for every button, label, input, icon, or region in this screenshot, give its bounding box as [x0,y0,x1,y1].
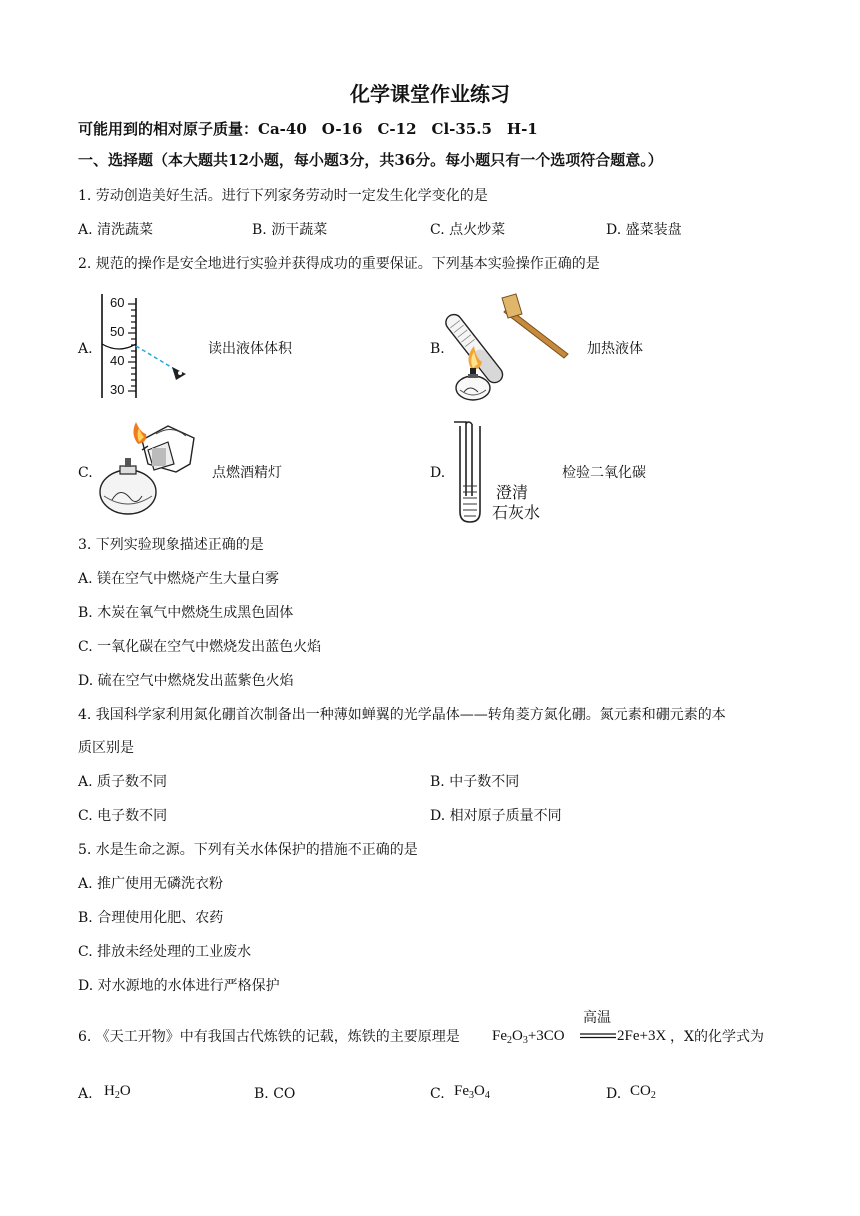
equation-double-bar [580,1033,616,1039]
scale-label-60: 60 [110,295,125,310]
q6-option-a-formula: $H_2O$ [104,1083,131,1101]
q6-option-c-formula: $Fe_3O_4$ [454,1083,490,1101]
q4-option-b: B. 中子数不同 [430,774,520,790]
q6-equation-right: 2Fe+3X [617,1028,667,1044]
q2-caption-d: 检验二氧化碳 [562,465,646,481]
scale-label-40: 40 [110,353,125,368]
q6-stem-post: ，X的化学式为 [670,1029,764,1045]
tube-label-2: 石灰水 [492,503,541,522]
q5-option-b: B. 合理使用化肥、农药 [78,910,224,926]
q6-stem-pre: 6. 《天工开物》中有我国古代炼铁的记载，炼铁的主要原理是 [78,1029,460,1045]
scale-label-50: 50 [110,324,125,339]
q4-option-a: A. 质子数不同 [78,774,168,790]
heating-liquid-figure [448,288,573,410]
q2-caption-b: 加热液体 [587,341,643,357]
q5-option-c: C. 排放未经处理的工业废水 [78,944,252,960]
q4-stem-line2: 质区别是 [78,740,134,756]
q5-option-d: D. 对水源地的水体进行严格保护 [78,978,280,994]
q1-stem: 1. 劳动创造美好生活。进行下列家务劳动时一定发生化学变化的是 [78,188,488,204]
q3-option-d: D. 硫在空气中燃烧发出蓝紫色火焰 [78,673,294,689]
q2-letter-a: A. [78,341,93,357]
lighting-alcohol-lamp-figure [98,420,203,520]
q2-caption-a: 读出液体体积 [208,341,292,357]
q1-option-c: C. 点火炒菜 [430,222,506,238]
q4-option-c: C. 电子数不同 [78,808,168,824]
q4-option-d: D. 相对原子质量不同 [430,808,562,824]
q1-option-b: B. 沥干蔬菜 [252,222,328,238]
scale-label-30: 30 [110,382,125,397]
page-title: 化学课堂作业练习 [350,82,510,106]
q6-option-d-letter: D. [606,1086,622,1102]
q4-stem-line1: 4. 我国科学家利用氮化硼首次制备出一种薄如蝉翼的光学晶体——转角菱方氮化硼。氮元素和硼元素的本 [78,707,726,723]
q1-option-a: A. 清洗蔬菜 [78,222,154,238]
q6-option-c-letter: C. [430,1086,445,1102]
q2-letter-b: B. [430,341,445,357]
testing-co2-figure [452,420,492,524]
tube-label-1: 澄清 [496,483,529,502]
section-heading: 一、选择题（本大题共12小题，每小题3分，共36分。每小题只有一个选项符合题意。） [78,151,663,169]
q6-option-d-formula: $CO_2$ [630,1083,656,1101]
q3-stem: 3. 下列实验现象描述正确的是 [78,537,264,553]
q2-stem: 2. 规范的操作是安全地进行实验并获得成功的重要保证。下列基本实验操作正确的是 [78,256,600,272]
atomic-masses: 可能用到的相对原子质量：Ca-40 O-16 C-12 Cl-35.5 H-1 [78,120,538,138]
q2-letter-d: D. [430,465,446,481]
q3-option-c: C. 一氧化碳在空气中燃烧发出蓝色火焰 [78,639,322,655]
q3-option-a: A. 镁在空气中燃烧产生大量白雾 [78,571,280,587]
q1-option-d: D. 盛菜装盘 [606,222,682,238]
q3-option-b: B. 木炭在氧气中燃烧生成黑色固体 [78,605,294,621]
q6-option-b: B. CO [254,1086,296,1102]
q2-caption-c: 点燃酒精灯 [212,465,282,481]
q6-option-a-letter: A. [78,1086,93,1102]
q5-option-a: A. 推广使用无磷洗衣粉 [78,876,224,892]
q6-equation-condition: 高温 [583,1010,611,1026]
q6-equation-left: $Fe_2O_3+3CO$ [492,1028,565,1046]
q2-letter-c: C. [78,465,93,481]
q5-stem: 5. 水是生命之源。下列有关水体保护的措施不正确的是 [78,842,418,858]
